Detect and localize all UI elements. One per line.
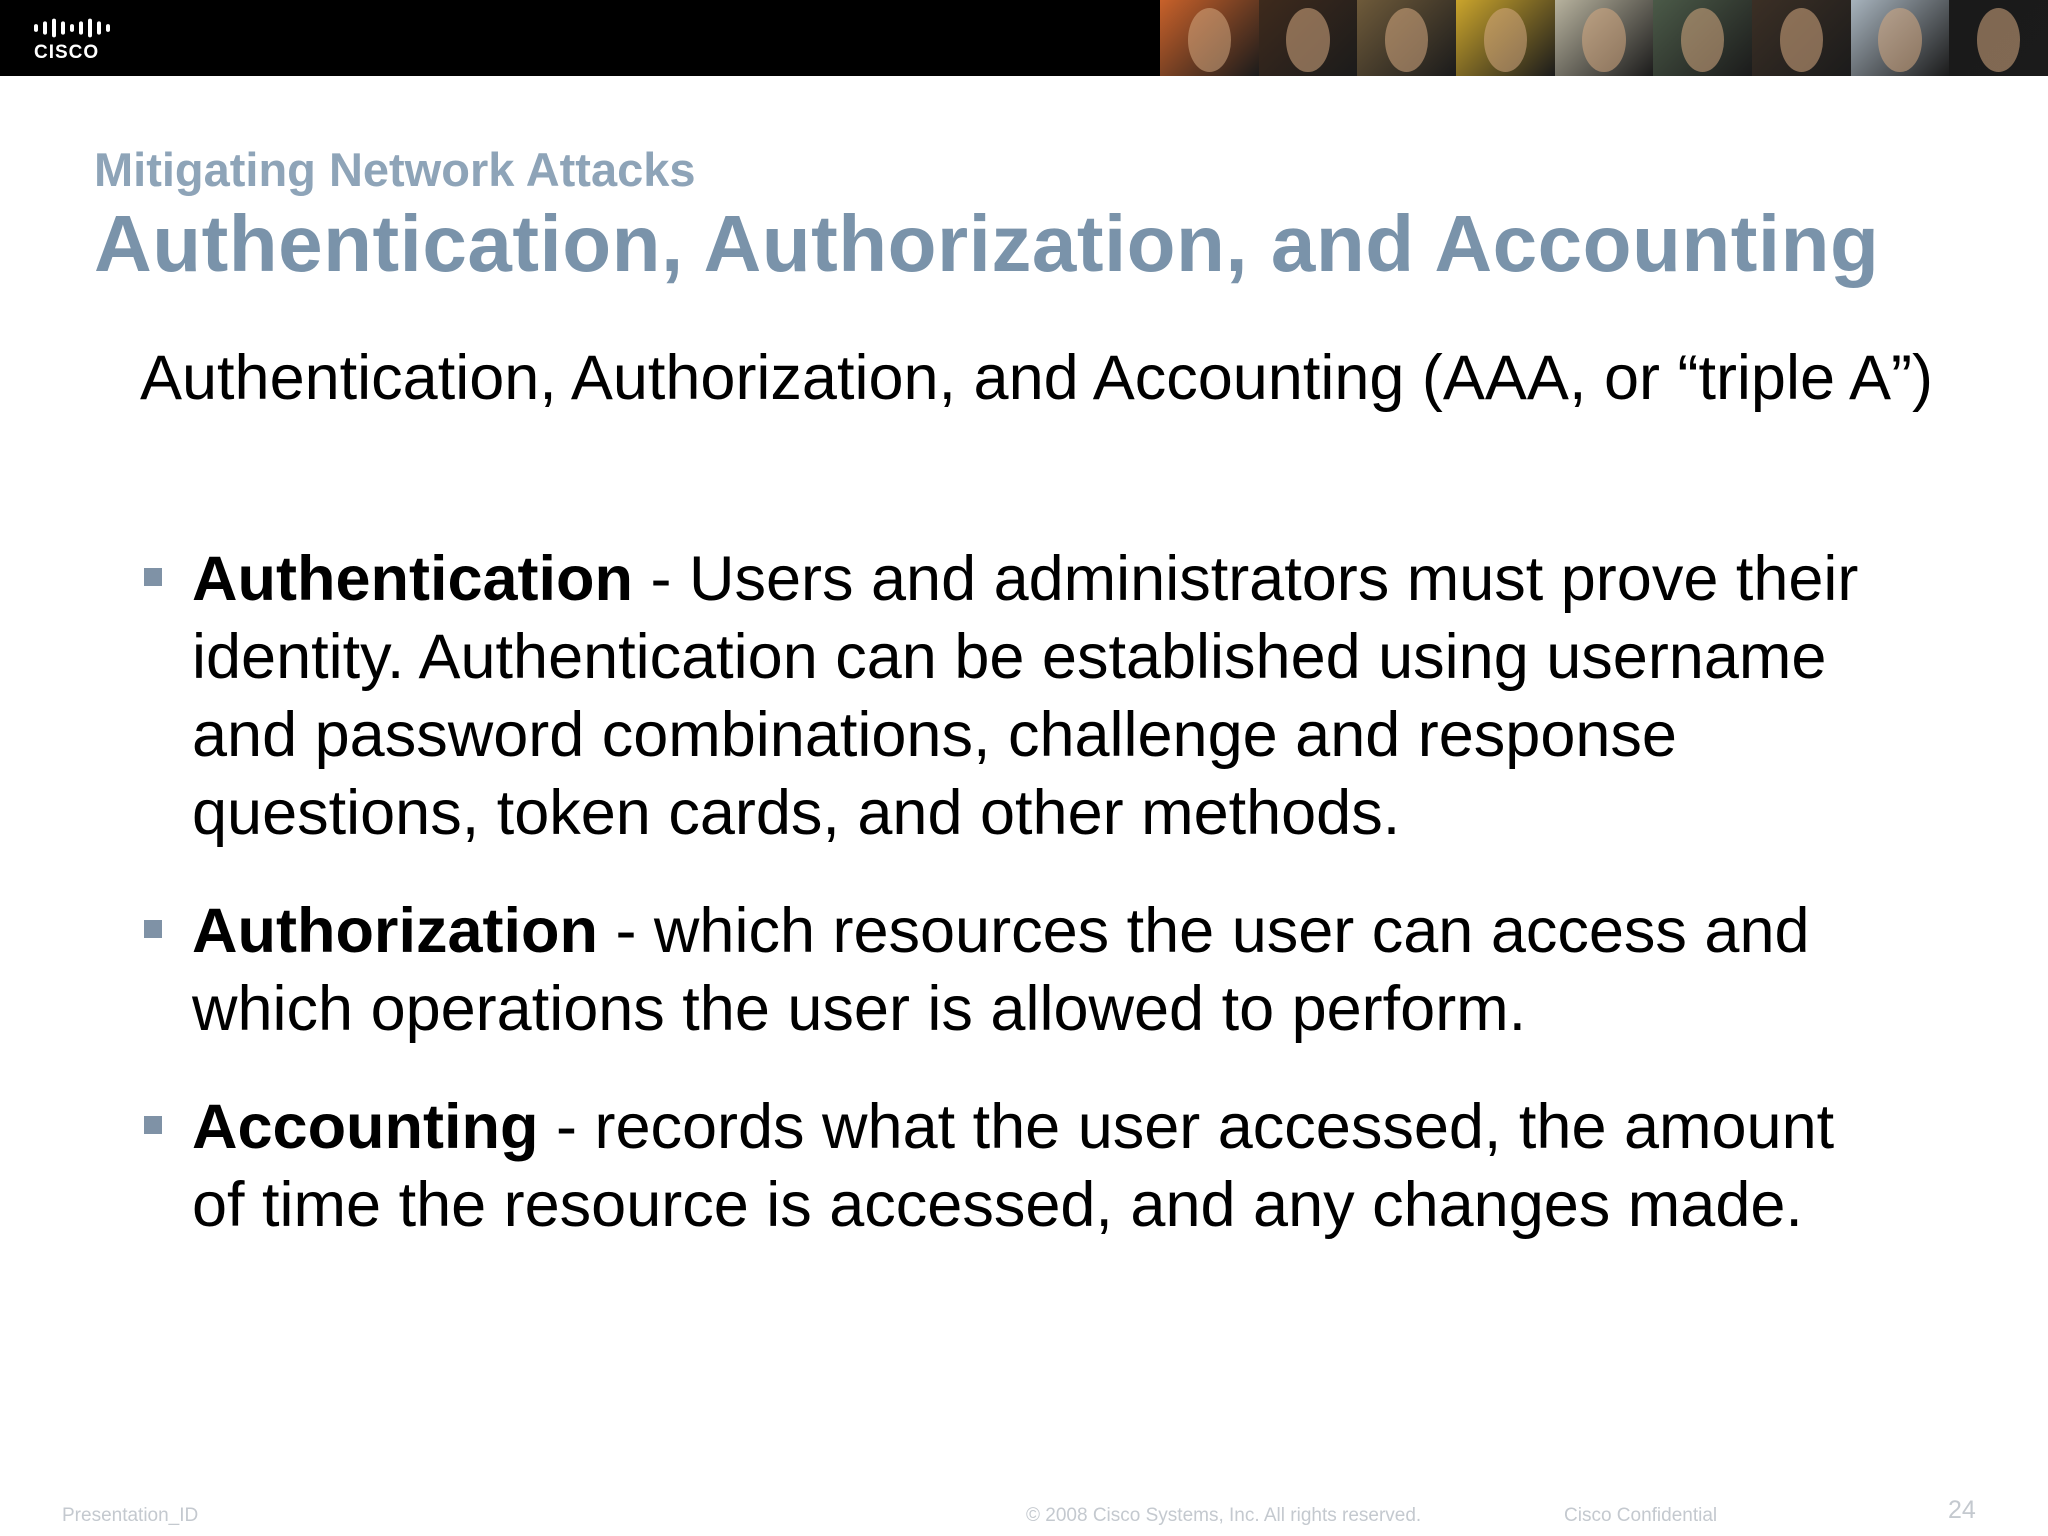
logo-bar <box>52 19 56 38</box>
cisco-logo <box>32 16 122 64</box>
header-photo <box>1752 0 1851 76</box>
header-bar <box>0 0 2048 76</box>
photo-face <box>1780 8 1823 72</box>
header-photo <box>1653 0 1752 76</box>
photo-face <box>1188 8 1231 72</box>
square-bullet-icon <box>144 1116 162 1134</box>
logo-bar <box>79 21 83 34</box>
photo-face <box>1484 8 1527 72</box>
header-photo <box>1160 0 1259 76</box>
logo-bar <box>106 24 110 32</box>
footer-copyright: © 2008 Cisco Systems, Inc. All rights reserved. <box>1026 1505 1422 1526</box>
photo-strip <box>1160 0 2048 76</box>
bullet-term: Accounting <box>192 1092 539 1162</box>
bullet-term: Authorization <box>192 896 598 966</box>
logo-bar <box>43 21 47 34</box>
bullet-term: Authentication <box>192 544 633 614</box>
bullet-text: - records what the user accessed, the amount of time the resource is accessed, and any changes made. <box>192 1092 1835 1240</box>
section-title: Mitigating Network Attacks <box>94 143 696 196</box>
header-photo <box>1555 0 1654 76</box>
slide-title: Authentication, Authorization, and Accounting <box>94 199 1880 288</box>
footer-presentation-id: Presentation_ID <box>62 1505 199 1526</box>
header-photo <box>1851 0 1950 76</box>
square-bullet-icon <box>144 568 162 586</box>
photo-face <box>1286 8 1329 72</box>
intro-text: Authentication, Authorization, and Accounting (AAA, or “triple A”) <box>140 343 1934 413</box>
header-photo <box>1357 0 1456 76</box>
photo-face <box>1385 8 1428 72</box>
page-number: 24 <box>1948 1496 1976 1524</box>
square-bullet-icon <box>144 920 162 938</box>
logo-text: CISCO <box>34 42 100 63</box>
cisco-bridge-icon <box>32 16 116 40</box>
logo-bar <box>88 19 92 38</box>
logo-bar <box>61 21 65 34</box>
bullet-text: - Users and administrators must prove their identity. Authentication can be established using username and password combinations, challenge and response questions, token cards, and other methods. <box>192 544 1859 848</box>
footer-confidential: Cisco Confidential <box>1564 1505 1718 1526</box>
logo-bar <box>97 21 101 34</box>
photo-face <box>1582 8 1625 72</box>
bullet-accounting <box>142 1088 1902 1244</box>
photo-face <box>1681 8 1724 72</box>
bullet-list <box>142 540 1902 1284</box>
header-photo <box>1949 0 2048 76</box>
bullet-text: - which resources the user can access and which operations the user is allowed to perform. <box>192 896 1810 1044</box>
photo-face <box>1977 8 2020 72</box>
header-photo <box>1259 0 1358 76</box>
photo-face <box>1878 8 1921 72</box>
bullet-authorization <box>142 892 1902 1048</box>
logo-bar <box>70 24 74 32</box>
logo-bar <box>34 24 38 32</box>
bullet-authentication <box>142 540 1902 852</box>
header-photo <box>1456 0 1555 76</box>
